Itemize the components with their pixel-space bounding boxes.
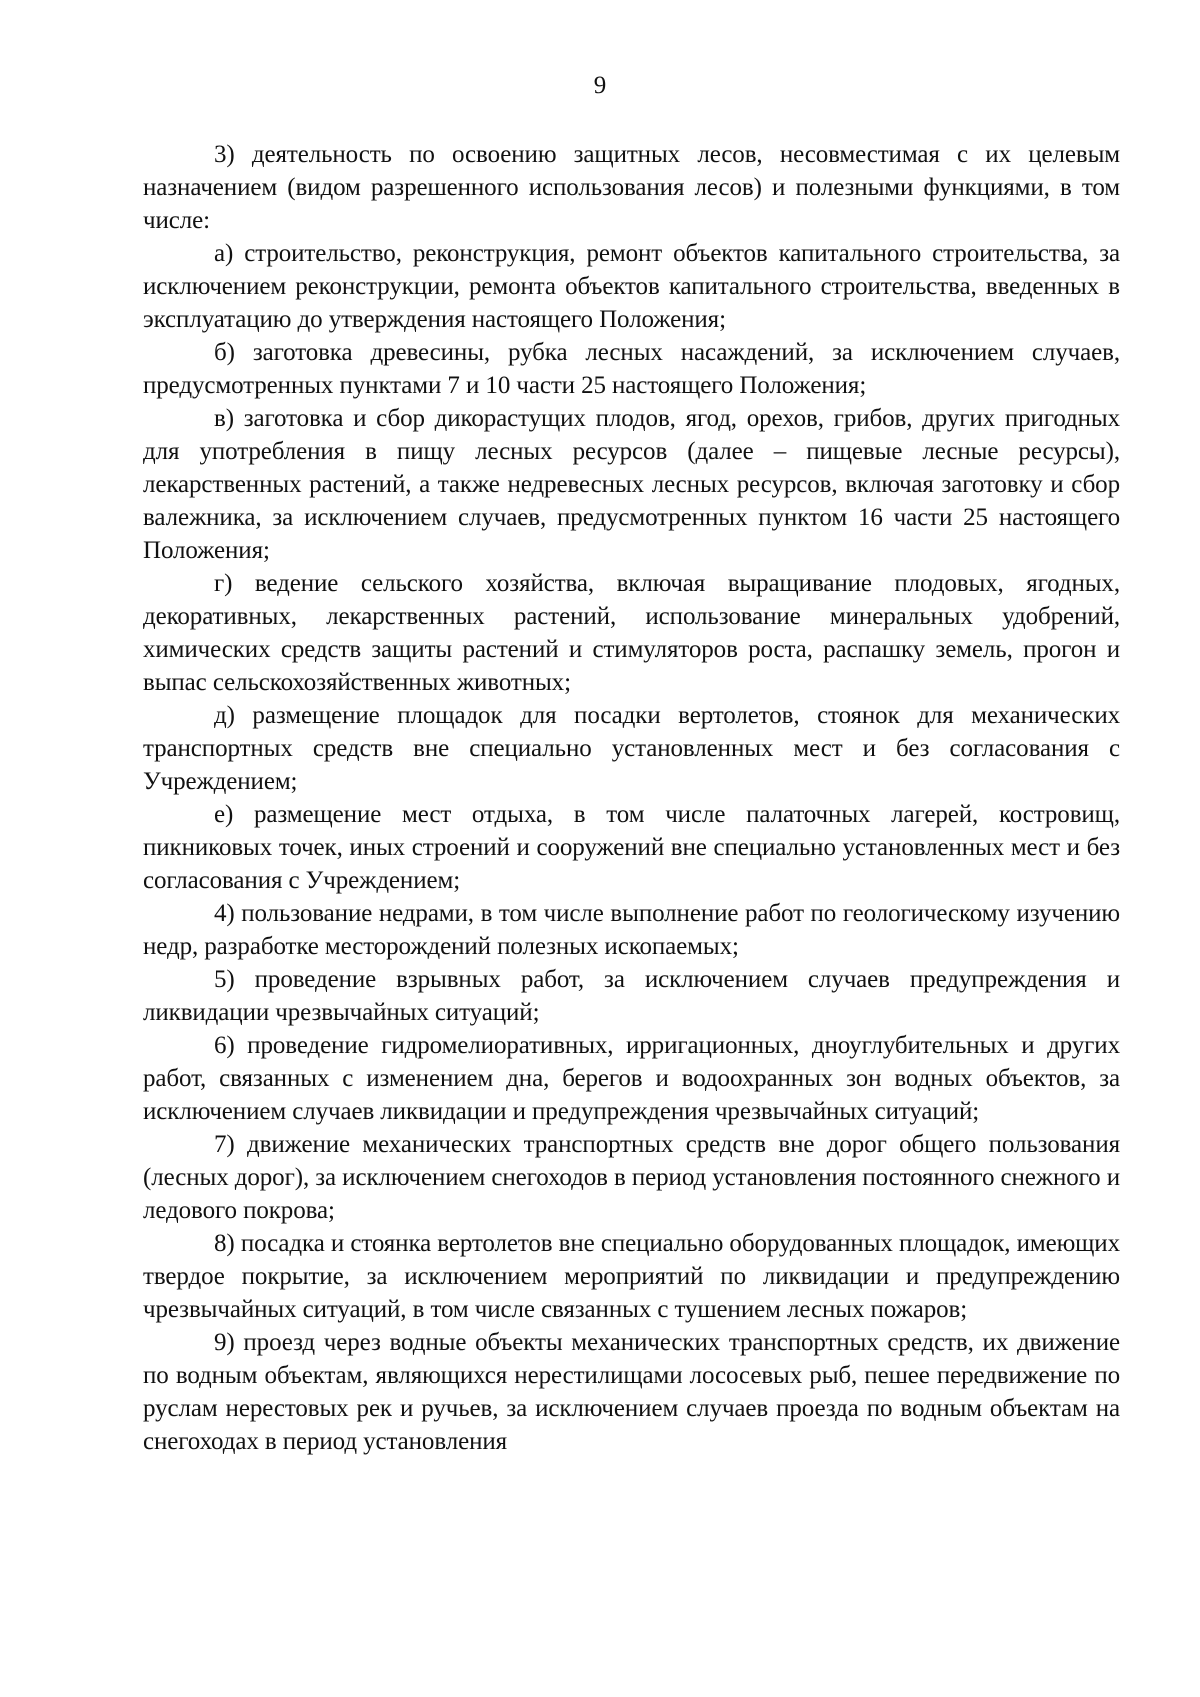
paragraph-item-8: 8) посадка и стоянка вертолетов вне специально оборудованных площадок, имеющих твердое покрытие, за исключением мероприятий по ликвидации и предупреждению чрезвычайных ситуаций, в том числе связанных с тушением лесных пожаров;: [143, 1230, 1120, 1323]
subparagraph-b: б) заготовка древесины, рубка лесных насаждений, за исключением случаев, предусмотренных пунктами 7 и 10 части 25 настоящего Положения;: [143, 339, 1120, 399]
paragraph-item-9: 9) проезд через водные объекты механических транспортных средств, их движение по водным объектам, являющихся нерестилищами лососевых рыб, пешее передвижение по руслам нерестовых рек и ручьев, за исключением случаев проезда по водным объектам на снегоходах в период установления: [143, 1329, 1120, 1455]
document-body: [143, 138, 1120, 1458]
subparagraph-d: д) размещение площадок для посадки вертолетов, стоянок для механических транспортных средств вне специально установленных мест и без согласования с Учреждением;: [143, 702, 1120, 795]
paragraph-item-4: 4) пользование недрами, в том числе выполнение работ по геологическому изучению недр, разработке месторождений полезных ископаемых;: [143, 900, 1120, 960]
paragraph-item-6: 6) проведение гидромелиоративных, ирригационных, дноуглубительных и других работ, связанных с изменением дна, берегов и водоохранных зон водных объектов, за исключением случаев ликвидации и предупреждения чрезвычайных ситуаций;: [143, 1032, 1120, 1125]
subparagraph-e: е) размещение мест отдыха, в том числе палаточных лагерей, костровищ, пикниковых точек, иных строений и сооружений вне специально установленных мест и без согласования с Учреждением;: [143, 801, 1120, 894]
subparagraph-a: а) строительство, реконструкция, ремонт объектов капитального строительства, за исключением реконструкции, ремонта объектов капитального строительства, введенных в эксплуатацию до утверждения настоящего Положения;: [143, 240, 1120, 333]
paragraph-item-3: 3) деятельность по освоению защитных лесов, несовместимая с их целевым назначением (видом разрешенного использования лесов) и полезными функциями, в том числе:: [143, 141, 1120, 234]
paragraph-item-5: 5) проведение взрывных работ, за исключением случаев предупреждения и ликвидации чрезвычайных ситуаций;: [143, 966, 1120, 1026]
subparagraph-v: в) заготовка и сбор дикорастущих плодов, ягод, орехов, грибов, других пригодных для употребления в пищу лесных ресурсов (далее – пищевые лесные ресурсы), лекарственных растений, а также недревесных лесных ресурсов, включая заготовку и сбор валежника, за исключением случаев, предусмотренных пунктом 16 части 25 настоящего Положения;: [143, 405, 1120, 564]
paragraph-item-7: 7) движение механических транспортных средств вне дорог общего пользования (лесных дорог), за исключением снегоходов в период установления постоянного снежного и ледового покрова;: [143, 1131, 1120, 1224]
page-number: 9: [593, 72, 607, 99]
subparagraph-g: г) ведение сельского хозяйства, включая выращивание плодовых, ягодных, декоративных, лекарственных растений, использование минеральных удобрений, химических средств защиты растений и стимуляторов роста, распашку земель, прогон и выпас сельскохозяйственных животных;: [143, 570, 1120, 696]
